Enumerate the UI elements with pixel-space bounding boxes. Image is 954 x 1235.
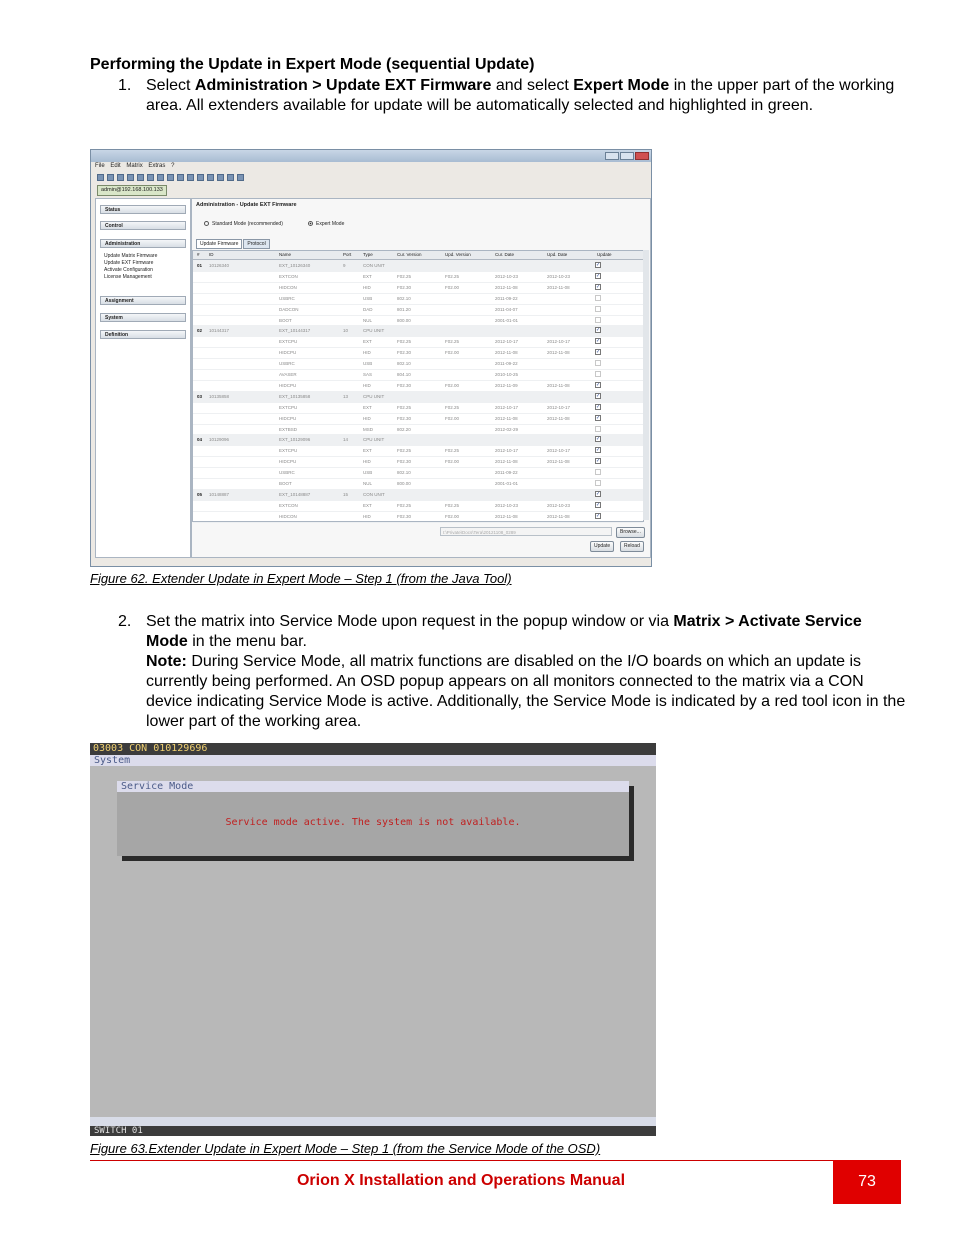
window-titlebar (91, 150, 651, 162)
sidebar-control[interactable]: Control (100, 221, 186, 230)
standard-mode-radio[interactable]: Standard Mode (recommended) (204, 221, 283, 227)
cell-type: CPU UNIT (363, 393, 385, 399)
cell-name: BOOT (279, 481, 292, 486)
update-checkbox[interactable]: ✓ (596, 501, 601, 508)
update-checkbox[interactable]: ✓ (596, 447, 601, 454)
footer-title: Orion X Installation and Operations Manual (296, 1172, 626, 1189)
step-1-text: Select Administration > Update EXT Firmware and select Expert Mode in the upper part of the working area. All extenders available for update will be automatically selected and highlighted in green. (146, 77, 895, 114)
radio-icon (204, 221, 209, 226)
sidebar-item-activate-configuration[interactable]: Activate Configuration (104, 267, 153, 273)
config-icon[interactable] (207, 174, 214, 181)
cell-cur: F02.25 (397, 448, 412, 454)
cell-type: HID (363, 284, 371, 290)
cell-cur: 800.00 (397, 317, 411, 323)
cell-upd: F02.25 (445, 339, 460, 345)
cell-port: 10 (343, 328, 349, 334)
cell-upd: F02.25 (445, 502, 460, 508)
update-checkbox[interactable]: ✓ (596, 349, 601, 356)
radio-selected-icon (308, 221, 313, 226)
update-checkbox[interactable]: ✓ (596, 414, 601, 421)
cell-cur: F02.25 (397, 502, 412, 508)
cell-name: EXTCON (279, 273, 298, 279)
cell-idx: 04 (197, 437, 203, 443)
update-checkbox[interactable] (595, 426, 601, 432)
cell-type: MSD (363, 426, 373, 432)
cell-cdate: 2001-01-01 (495, 317, 519, 323)
cell-cdate: 2011-09-22 (495, 295, 518, 301)
cell-type: HID (363, 350, 371, 356)
cell-name: HIDCON (279, 513, 297, 519)
cell-type: CPU UNIT (363, 328, 385, 334)
cell-cdate: 2012-10-23 (495, 273, 519, 279)
cell-cur: 802.10 (397, 470, 411, 476)
update-checkbox[interactable]: ✓ (596, 381, 601, 388)
cell-udate: 2012-10-23 (547, 502, 571, 508)
step-2 (118, 612, 918, 732)
column-header[interactable]: Name (279, 252, 292, 257)
cell-udate: 2012-11-08 (547, 350, 570, 356)
cell-name: HIDCPU (279, 459, 297, 465)
popup-title: Service Mode (117, 781, 629, 792)
step-1-number: 1. (118, 77, 132, 94)
save-icon[interactable] (117, 174, 124, 181)
cell-udate: 2012-10-23 (547, 273, 571, 279)
tab-update-firmware[interactable]: Update Firmware (196, 239, 242, 249)
column-header[interactable]: ID (209, 252, 214, 257)
cell-name: HIDCPU (279, 415, 297, 421)
update-checkbox[interactable]: ✓ (596, 490, 601, 497)
cell-upd: F02.25 (445, 448, 460, 454)
cell-upd: F02.00 (445, 513, 460, 519)
cell-cur: 802.20 (397, 426, 411, 432)
cell-cdate: 2012-11-08 (495, 513, 518, 519)
copy-icon[interactable] (147, 174, 154, 181)
step-2-text: Set the matrix into Service Mode upon request in the popup window or via Matrix > Activate Service Mode in the menu bar. Note: During Service Mode, all matrix functions are disabled on the I/O boards on which an update is currently being performed. An OSD popup appears on all monitors connected to the matrix via a CON device indicating Service Mode is active. Additionally, the Service Mode is indicated by a red tool icon in the lower part of the working area. (146, 613, 906, 730)
step-1 (118, 76, 918, 138)
column-header[interactable]: Cur. Version (397, 252, 422, 257)
update-checkbox[interactable]: ✓ (596, 327, 601, 334)
sidebar-item-license-management[interactable]: License Management (104, 274, 152, 280)
cell-type: EXT (363, 339, 372, 345)
cell-upd: F02.00 (445, 415, 460, 421)
osd-status-strip (90, 1117, 656, 1126)
panel-title: Administration - Update EXT Firmware (196, 202, 297, 208)
cell-type: HID (363, 513, 371, 519)
cell-type: USB (363, 470, 373, 476)
main-panel (191, 198, 651, 558)
table-row[interactable] (193, 511, 643, 523)
cell-type: EXT (363, 273, 372, 279)
update-checkbox[interactable]: ✓ (596, 403, 601, 410)
cell-name: EXT_10144317 (279, 328, 311, 334)
cell-name: EXT_10148887 (279, 491, 311, 497)
cell-type: NUL (363, 481, 373, 486)
cut-icon[interactable] (137, 174, 144, 181)
cell-cur: F02.30 (397, 459, 412, 465)
update-checkbox[interactable]: ✓ (596, 512, 601, 519)
section-heading: Performing the Update in Expert Mode (sequential Update) (90, 56, 535, 73)
cell-id: 10148887 (209, 491, 230, 497)
disconnect-icon[interactable] (177, 174, 184, 181)
footer-divider (90, 1160, 900, 1161)
update-checkbox[interactable]: ✓ (596, 392, 601, 399)
cell-name: EXT_10135858 (279, 393, 311, 399)
cell-cur: F02.30 (397, 415, 412, 421)
cell-cur: F02.30 (397, 382, 412, 388)
cell-cur: F02.30 (397, 350, 412, 356)
cell-port: 13 (343, 393, 349, 399)
cell-idx: 01 (197, 263, 203, 268)
cell-type: DAD (363, 306, 373, 312)
service-mode-popup (117, 781, 629, 856)
cell-udate: 2012-10-17 (547, 404, 571, 410)
cell-port: 14 (343, 437, 349, 443)
cell-idx: 02 (197, 328, 203, 334)
minimize-icon[interactable] (605, 152, 619, 160)
cell-cdate: 2011-04-07 (495, 306, 518, 312)
cell-name: BOOT (279, 317, 292, 323)
sidebar-item-update-ext-firmware[interactable]: Update EXT Firmware (104, 260, 154, 266)
menu-help[interactable]: ? (171, 163, 175, 169)
cell-idx: 05 (197, 491, 203, 497)
cell-cur: F02.25 (397, 404, 412, 410)
cell-cur: 804.10 (397, 372, 411, 377)
cell-name: AVASER (279, 372, 297, 377)
maximize-icon[interactable] (620, 152, 634, 160)
cell-cdate: 2012-10-17 (495, 404, 519, 410)
session-tab[interactable]: admin@192.168.100.133 (97, 185, 167, 196)
cell-type: NUL (363, 317, 373, 323)
osd-top-bar: 03003 CON 010129696 (90, 743, 656, 755)
cell-cur: F02.25 (397, 339, 412, 345)
column-header[interactable]: Upd. Version (445, 252, 471, 257)
cell-idx: 03 (197, 393, 203, 399)
cell-upd: F02.00 (445, 350, 460, 356)
cell-name: EXTBSD (279, 426, 298, 432)
cell-id: 10126340 (209, 263, 230, 268)
cell-udate: 2012-10-17 (547, 339, 571, 345)
cell-cur: 801.20 (397, 306, 411, 312)
osd-bottom-bar: SWITCH 01 (90, 1126, 656, 1136)
update-checkbox[interactable] (595, 295, 601, 301)
cell-cdate: 2001-01-01 (495, 481, 519, 486)
expert-mode-radio[interactable]: Expert Mode (308, 221, 344, 227)
cell-cur: 802.10 (397, 295, 411, 301)
cell-name: EXT_10129096 (279, 437, 311, 443)
cell-name: USBRC (279, 295, 295, 301)
cell-udate: 2012-11-08 (547, 513, 570, 519)
cell-type: CPU UNIT (363, 437, 385, 443)
cell-cur: 800.00 (397, 481, 411, 486)
new-icon[interactable] (97, 174, 104, 181)
update-checkbox[interactable] (595, 371, 601, 377)
lock-icon[interactable] (237, 174, 244, 181)
update-checkbox[interactable] (595, 480, 601, 486)
navigation-sidebar (95, 198, 191, 558)
close-icon[interactable] (635, 152, 649, 160)
cell-cdate: 2012-11-08 (495, 459, 518, 465)
update-checkbox[interactable] (595, 360, 601, 366)
cell-cur: F02.25 (397, 273, 412, 279)
cell-udate: 2012-11-08 (547, 415, 570, 421)
cell-port: 9 (343, 263, 346, 268)
update-checkbox[interactable]: ✓ (596, 262, 601, 268)
cell-type: HID (363, 459, 371, 465)
figure-63-caption: Figure 63.Extender Update in Expert Mode – Step 1 (from the Service Mode of the OSD) (90, 1141, 601, 1156)
download-icon[interactable] (197, 174, 204, 181)
upload-icon[interactable] (187, 174, 194, 181)
column-header[interactable]: # (197, 252, 200, 257)
sidebar-definition[interactable]: Definition (100, 330, 186, 339)
cell-udate: 2012-11-08 (547, 284, 570, 290)
menu-file[interactable]: File (95, 163, 105, 169)
osd-screenshot (90, 743, 656, 1136)
open-icon[interactable] (107, 174, 114, 181)
cell-cdate: 2011-09-22 (495, 470, 518, 476)
browse-button[interactable]: Browse... (616, 527, 645, 538)
update-checkbox[interactable]: ✓ (596, 272, 601, 279)
cell-cdate: 2012-11-08 (495, 350, 518, 356)
step-2-number: 2. (118, 613, 132, 630)
cell-name: DADCON (279, 306, 299, 312)
update-checkbox[interactable]: ✓ (596, 436, 601, 443)
column-header[interactable]: Cur. Date (495, 252, 515, 257)
cell-cdate: 2012-11-08 (495, 284, 518, 290)
refresh-icon[interactable] (127, 174, 134, 181)
cell-type: EXT (363, 502, 372, 508)
cell-cdate: 2010-10-25 (495, 372, 519, 377)
cell-type: CON UNIT (363, 263, 385, 268)
column-header[interactable]: Type (363, 252, 373, 257)
cell-type: USB (363, 295, 373, 301)
menu-bar (95, 163, 178, 169)
osd-system-label: System (90, 755, 656, 766)
cell-name: HIDCPU (279, 382, 297, 388)
cell-name: EXT_10126340 (279, 263, 311, 268)
monitor-icon[interactable] (227, 174, 234, 181)
column-header[interactable]: Upd. Date (547, 252, 568, 257)
service-mode-message: Service mode active. The system is not available. (225, 817, 521, 828)
cell-type: HID (363, 415, 371, 421)
sidebar-administration[interactable]: Administration (100, 239, 186, 248)
sidebar-item-update-matrix-firmware[interactable]: Update Matrix Firmware (104, 253, 158, 259)
cell-type: HID (363, 382, 371, 388)
cell-upd: F02.00 (445, 284, 460, 290)
column-header[interactable]: Port (343, 252, 352, 257)
firmware-path-field[interactable]: I:\Private\Docs\Tera\20121108_0289 (440, 527, 612, 536)
menu-matrix[interactable]: Matrix (126, 163, 143, 169)
cell-name: EXTCON (279, 502, 298, 508)
cell-cdate: 2011-09-22 (495, 361, 518, 367)
cell-name: USBRC (279, 361, 295, 367)
tab-protocol[interactable]: Protocol (243, 239, 269, 249)
cell-upd: F02.25 (445, 273, 460, 279)
cell-cdate: 2012-11-09 (495, 382, 518, 388)
update-checkbox[interactable]: ✓ (596, 338, 601, 345)
table-scrollbar[interactable] (643, 250, 649, 520)
sidebar-status[interactable]: Status (100, 205, 186, 214)
cell-id: 10135858 (209, 393, 230, 399)
menu-extras[interactable]: Extras (148, 163, 166, 169)
cell-type: CON UNIT (363, 491, 385, 497)
reload-button[interactable]: Reload (620, 541, 644, 552)
cell-name: HIDCPU (279, 350, 297, 356)
cell-udate: 2012-11-08 (547, 459, 570, 465)
cell-cdate: 2012-10-17 (495, 448, 519, 454)
cell-name: EXTCPU (279, 404, 298, 410)
cell-type: SAS (363, 372, 373, 377)
cell-type: EXT (363, 448, 372, 454)
paste-icon[interactable] (157, 174, 164, 181)
toolbar (97, 174, 317, 183)
cell-cur: 802.10 (397, 361, 411, 367)
java-tool-screenshot (90, 149, 652, 567)
cell-udate: 2012-11-08 (547, 382, 570, 388)
figure-62-caption: Figure 62. Extender Update in Expert Mode – Step 1 (from the Java Tool) (90, 571, 512, 586)
column-header[interactable]: Update (597, 252, 612, 257)
panel-tabs (196, 239, 271, 249)
cell-id: 10144317 (209, 328, 230, 334)
cell-cur: F02.30 (397, 284, 412, 290)
cell-id: 10129096 (209, 437, 230, 443)
cell-cur: F02.30 (397, 513, 412, 519)
cell-type: EXT (363, 404, 372, 410)
sidebar-assignment[interactable]: Assignment (100, 296, 186, 305)
cell-udate: 2012-10-17 (547, 448, 571, 454)
cell-upd: F02.00 (445, 382, 460, 388)
update-checkbox[interactable] (595, 306, 601, 312)
cell-name: EXTCPU (279, 448, 298, 454)
cell-upd: F02.25 (445, 404, 460, 410)
table-header (193, 251, 643, 260)
cell-port: 15 (343, 491, 349, 497)
cell-cdate: 2012-10-17 (495, 339, 519, 345)
update-checkbox[interactable] (595, 469, 601, 475)
cell-cdate: 2012-11-08 (495, 415, 518, 421)
update-checkbox[interactable]: ✓ (596, 458, 601, 465)
update-button[interactable]: Update (590, 541, 614, 552)
sidebar-system[interactable]: System (100, 313, 186, 322)
cell-name: USBRC (279, 470, 295, 476)
settings-icon[interactable] (217, 174, 224, 181)
cell-name: EXTCPU (279, 339, 298, 345)
cell-upd: F02.00 (445, 459, 460, 465)
page-number: 73 (833, 1160, 901, 1204)
connect-icon[interactable] (167, 174, 174, 181)
update-checkbox[interactable]: ✓ (596, 283, 601, 290)
firmware-table (192, 250, 644, 522)
cell-name: HIDCON (279, 284, 297, 290)
cell-type: USB (363, 361, 373, 367)
update-checkbox[interactable] (595, 317, 601, 323)
cell-cdate: 2012-02-29 (495, 426, 519, 432)
cell-cdate: 2012-10-23 (495, 502, 519, 508)
menu-edit[interactable]: Edit (110, 163, 121, 169)
